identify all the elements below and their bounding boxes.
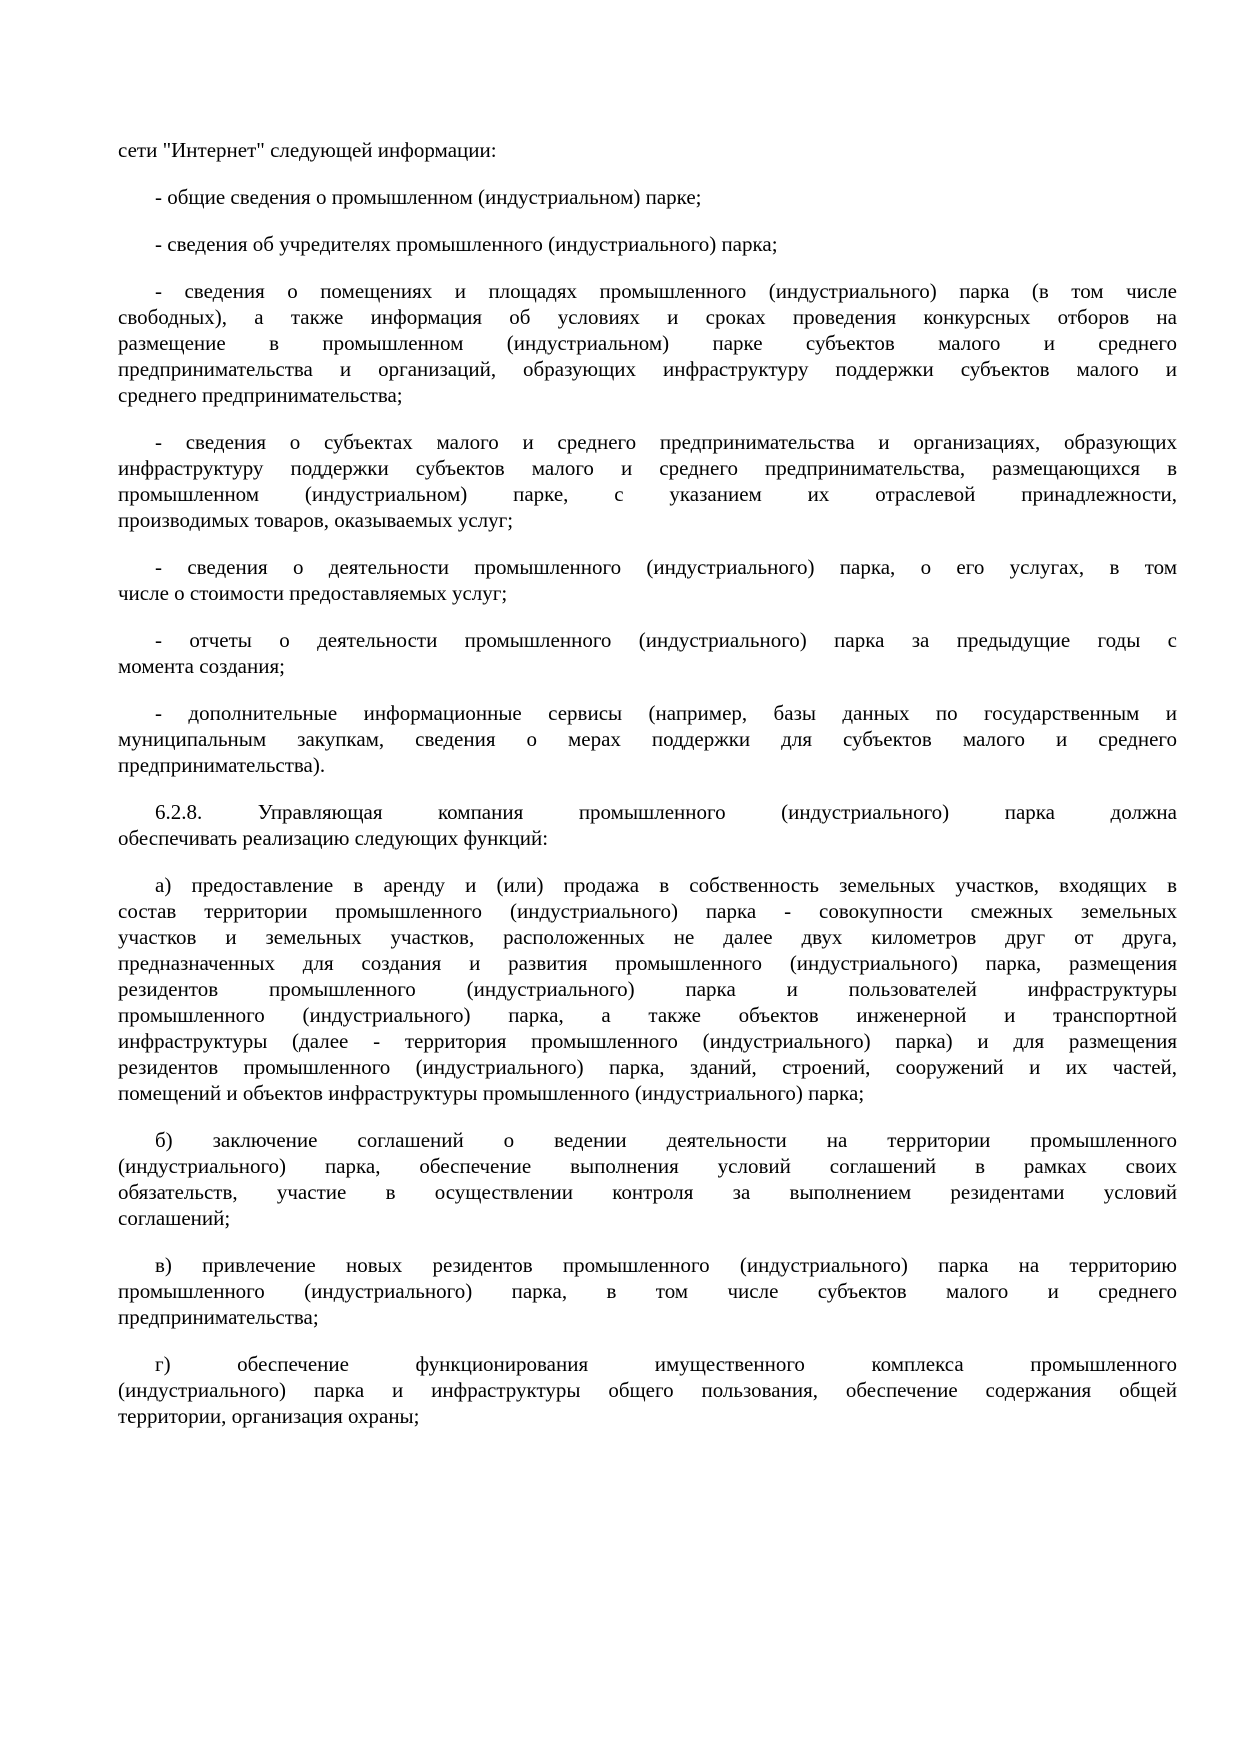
text-line: предназначенных для создания и развития промышленного (индустриального) парка, размещения — [118, 951, 1177, 975]
text-line: числе о стоимости предоставляемых услуг; — [118, 581, 508, 605]
text-line: участков и земельных участков, расположенных не далее двух километров друг от друга, — [118, 925, 1177, 949]
text-line: резидентов промышленного (индустриального) парка и пользователей инфраструктуры — [118, 977, 1177, 1001]
text-line: б) заключение соглашений о ведении деятельности на территории промышленного — [155, 1128, 1177, 1152]
text-line: 6.2.8. Управляющая компания промышленного (индустриального) парка должна — [155, 800, 1177, 824]
text-line: предпринимательства и организаций, образующих инфраструктуру поддержки субъектов малого и — [118, 357, 1177, 381]
text-line: среднего предпринимательства; — [118, 383, 403, 407]
text-line: - дополнительные информационные сервисы (например, базы данных по государственным и — [155, 701, 1177, 725]
text-line: инфраструктуры (далее - территория промышленного (индустриального) парка) и для размещения — [118, 1029, 1177, 1053]
paragraph — [118, 231, 1177, 257]
text-line: помещений и объектов инфраструктуры промышленного (индустриального) парка; — [118, 1081, 865, 1105]
text-line: производимых товаров, оказываемых услуг; — [118, 508, 514, 532]
text-line: - отчеты о деятельности промышленного (индустриального) парка за предыдущие годы с — [155, 628, 1177, 652]
text-line: территории, организация охраны; — [118, 1404, 420, 1428]
text-line: момента создания; — [118, 654, 285, 678]
paragraph — [118, 1127, 1177, 1231]
paragraph — [118, 429, 1177, 533]
text-line: - сведения о деятельности промышленного (индустриального) парка, о его услугах, в том — [155, 555, 1177, 579]
text-line: - сведения об учредителях промышленного (индустриального) парка; — [155, 232, 778, 256]
text-line: - общие сведения о промышленном (индустриальном) парке; — [155, 185, 702, 209]
text-line: резидентов промышленного (индустриального) парка, зданий, строений, сооружений и их частей, — [118, 1055, 1177, 1079]
paragraph — [118, 872, 1177, 1106]
text-line: промышленного (индустриального) парка, в том числе субъектов малого и среднего — [118, 1279, 1177, 1303]
document-page — [118, 137, 1177, 1450]
text-line: - сведения о помещениях и площадях промышленного (индустриального) парка (в том числе — [155, 279, 1177, 303]
text-line: сети "Интернет" следующей информации: — [118, 138, 497, 162]
paragraph — [118, 627, 1177, 679]
text-line: промышленного (индустриального) парка, а также объектов инженерной и транспортной — [118, 1003, 1177, 1027]
text-line: инфраструктуру поддержки субъектов малого и среднего предпринимательства, размещающихся в — [118, 456, 1177, 480]
text-line: предпринимательства; — [118, 1305, 319, 1329]
paragraph — [118, 278, 1177, 408]
paragraph — [118, 1252, 1177, 1330]
paragraph — [118, 554, 1177, 606]
text-line: обязательств, участие в осуществлении контроля за выполнением резидентами условий — [118, 1180, 1177, 1204]
text-line: в) привлечение новых резидентов промышленного (индустриального) парка на территорию — [155, 1253, 1177, 1277]
paragraph — [118, 700, 1177, 778]
text-line: свободных), а также информация об условиях и сроках проведения конкурсных отборов на — [118, 305, 1177, 329]
paragraph — [118, 184, 1177, 210]
text-line: соглашений; — [118, 1206, 231, 1230]
paragraph — [118, 137, 1177, 163]
text-line: (индустриального) парка и инфраструктуры общего пользования, обеспечение содержания общей — [118, 1378, 1177, 1402]
text-line: размещение в промышленном (индустриальном) парке субъектов малого и среднего — [118, 331, 1177, 355]
text-line: предпринимательства). — [118, 753, 326, 777]
text-line: промышленном (индустриальном) парке, с указанием их отраслевой принадлежности, — [118, 482, 1177, 506]
text-line: а) предоставление в аренду и (или) продажа в собственность земельных участков, входящих в — [155, 873, 1177, 897]
text-line: - сведения о субъектах малого и среднего предпринимательства и организациях, образующих — [155, 430, 1177, 454]
text-line: муниципальным закупкам, сведения о мерах поддержки для субъектов малого и среднего — [118, 727, 1177, 751]
text-line: (индустриального) парка, обеспечение выполнения условий соглашений в рамках своих — [118, 1154, 1177, 1178]
text-line: состав территории промышленного (индустриального) парка - совокупности смежных земельных — [118, 899, 1177, 923]
paragraph — [118, 1351, 1177, 1429]
paragraph — [118, 799, 1177, 851]
text-line: обеспечивать реализацию следующих функций: — [118, 826, 549, 850]
text-line: г) обеспечение функционирования имущественного комплекса промышленного — [155, 1352, 1177, 1376]
